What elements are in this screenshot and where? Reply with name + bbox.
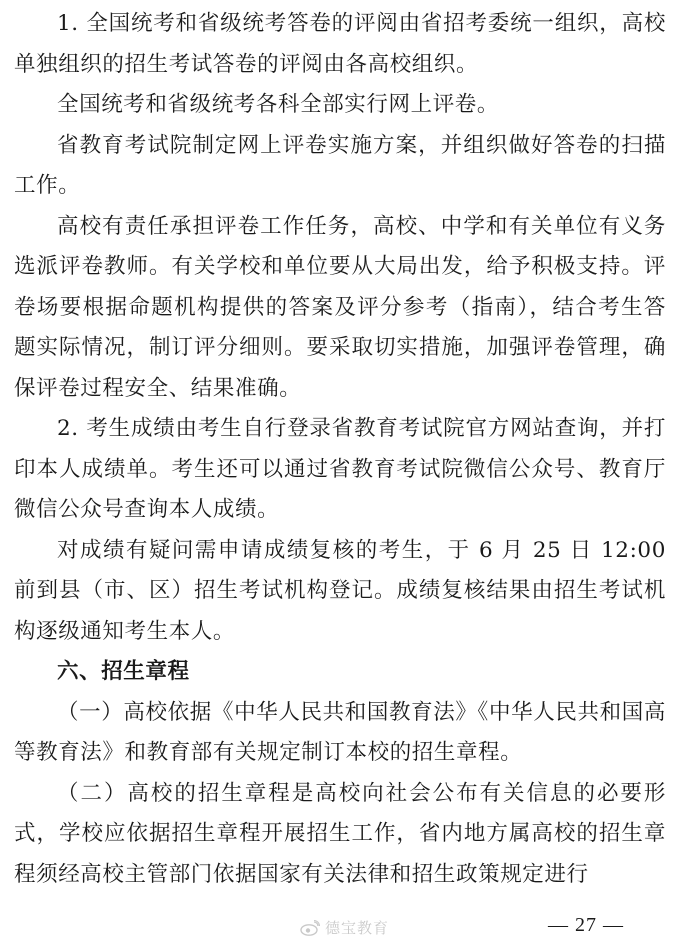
paragraph-charter-basis: （一）高校依据《中华人民共和国教育法》《中华人民共和国高等教育法》和教育部有关规定制订本校的招生章程。 bbox=[14, 699, 666, 765]
paragraph-grading-organization: 1. 全国统考和省级统考答卷的评阅由省招考委统一组织，高校单独组织的招生考试答卷的评阅由各高校组织。 bbox=[14, 11, 666, 77]
weibo-icon bbox=[300, 920, 320, 936]
paragraph-grading-responsibility: 高校有责任承担评卷工作任务，高校、中学和有关单位有义务选派评卷教师。有关学校和单位要从大局出发，给予积极支持。评卷场要根据命题机构提供的答案及评分参考（指南），结合考生答题实际情况，制订评分细则。要采取切实措施，加强评卷管理，确保评卷过程安全、结果准确。 bbox=[14, 213, 666, 401]
watermark bbox=[300, 917, 389, 938]
document-body bbox=[14, 4, 666, 895]
paragraph-score-review: 对成绩有疑问需申请成绩复核的考生，于 6 月 25 日 12:00 前到县（市、区）招生考试机构登记。成绩复核结果由招生考试机构逐级通知考生本人。 bbox=[14, 537, 666, 644]
paragraph-score-query: 2. 考生成绩由考生自行登录省教育考试院官方网站查询，并打印本人成绩单。考生还可以通过省教育考试院微信公众号、教育厅微信公众号查询本人成绩。 bbox=[14, 416, 666, 522]
paragraph-grading-plan: 省教育考试院制定网上评卷实施方案，并组织做好答卷的扫描工作。 bbox=[14, 132, 666, 198]
section-heading-admission-charter: 六、招生章程 bbox=[57, 659, 190, 684]
page-footer bbox=[0, 905, 680, 947]
paragraph-online-grading: 全国统考和省级统考各科全部实行网上评卷。 bbox=[57, 92, 500, 117]
paragraph-charter-publication: （二）高校的招生章程是高校向社会公布有关信息的必要形式，学校应依据招生章程开展招生工作，省内地方属高校的招生章程须经高校主管部门依据国家有关法律和招生政策规定进行 bbox=[14, 780, 666, 887]
watermark-text: 德宝教育 bbox=[325, 919, 390, 937]
page-number: — 27 — bbox=[548, 914, 624, 936]
